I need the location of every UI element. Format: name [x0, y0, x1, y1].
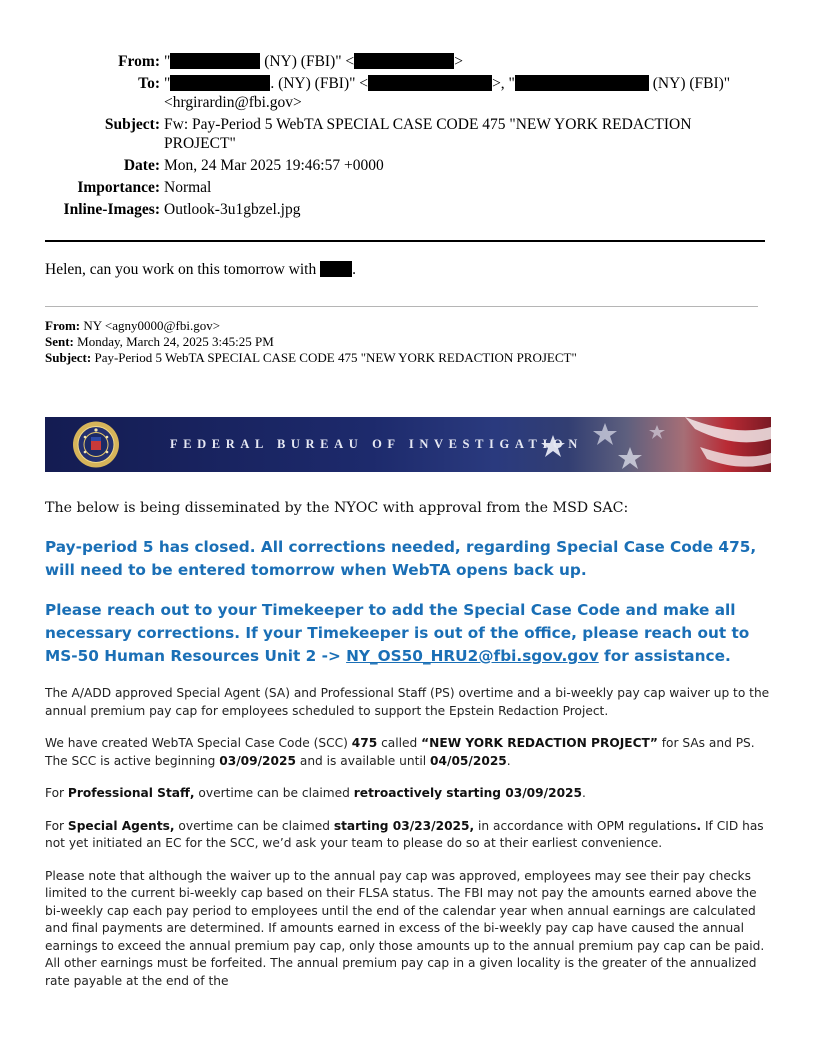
highlight-paragraph-1: Pay-period 5 has closed. All corrections needed, regarding Special Case Code 475, will need to be entered tomorrow when WebTA opens back up.: [45, 538, 757, 579]
date-value: Mon, 24 Mar 2025 19:46:57 +0000: [164, 157, 384, 174]
redaction-block: [170, 75, 270, 91]
redaction-block: [170, 53, 260, 69]
to-row: [0, 74, 816, 112]
fwd-subject-row: Subject: Pay-Period 5 WebTA SPECIAL CASE CODE 475 "NEW YORK REDACTION PROJECT": [45, 350, 577, 365]
from-label: From:: [118, 53, 160, 70]
inline-images-label: Inline-Images:: [63, 201, 160, 218]
inline-images-row: [0, 200, 816, 219]
forward-divider: [45, 306, 758, 307]
from-row: [0, 52, 816, 71]
importance-label: Importance:: [77, 179, 160, 196]
fwd-sent-row: Sent: Monday, March 24, 2025 3:45:25 PM: [45, 334, 274, 349]
message-body: [45, 500, 773, 1005]
paragraph-scc: We have created WebTA Special Case Code (SCC) 475 called “NEW YORK REDACTION PROJECT” for SAs and PS. The SCC is active beginning 03/09/2025 and is available until 04/05/2025.: [45, 736, 755, 768]
date-row: [0, 156, 816, 175]
subject-value: Fw: Pay-Period 5 WebTA SPECIAL CASE CODE 475 "NEW YORK REDACTION PROJECT": [164, 116, 692, 152]
paragraph-pay-cap: Please note that although the waiver up to the annual pay cap was approved, employees may see their pay checks limited to the current bi-weekly cap based on their FLSA status. The FBI may not pay the amounts earned above the bi-weekly cap each pay period to employees until the end of the calendar year when annual earnings are calculated and final payments are determined. If amounts earned in excess of the bi-weekly pay cap have caused the annual earnings to exceed the annual premium pay cap, only those amounts up to the annual premium pay cap can be paid. All other earnings must be forfeited. The annual premium pay cap in a given locality is the greater of the annualized rate payable at the end of the: [45, 868, 765, 988]
date-label: Date:: [123, 157, 160, 174]
intro-text: The below is being disseminated by the NYOC with approval from the MSD SAC:: [45, 500, 629, 516]
banner-title: FEDERAL BUREAU OF INVESTIGATION: [170, 437, 583, 451]
redaction-block: [515, 75, 649, 91]
paragraph-approval: The A/ADD approved Special Agent (SA) and Professional Staff (PS) overtime and a bi-weekly pay cap waiver up to the annual premium pay cap for employees scheduled to support the Epstein Redaction Project.: [45, 686, 770, 718]
subject-label: Subject:: [104, 116, 160, 133]
importance-value: Normal: [164, 179, 212, 196]
fbi-seal-icon: [73, 422, 119, 468]
hru2-email-link[interactable]: NY_OS50_HRU2@fbi.sgov.gov: [346, 647, 599, 665]
forward-note: Helen, can you work on this tomorrow with .: [45, 261, 356, 278]
redaction-block: [320, 261, 352, 277]
subject-row: [0, 115, 816, 153]
inline-images-value: Outlook-3u1gbzel.jpg: [164, 201, 301, 218]
redaction-block: [354, 53, 454, 69]
to-label: To:: [138, 75, 160, 92]
redaction-block: [368, 75, 492, 91]
header-divider: [45, 240, 765, 242]
to-email: <hrgirardin@fbi.gov>: [164, 94, 302, 111]
to-value: " . (NY) (FBI)" < >, " (NY) (FBI)" <hrgirardin@fbi.gov>: [164, 75, 731, 111]
email-header: [0, 52, 816, 222]
importance-row: [0, 178, 816, 197]
from-value: " (NY) (FBI)" < >: [164, 53, 463, 70]
flag-stripes-decoration: [685, 417, 771, 467]
paragraph-special-agents: For Special Agents, overtime can be claimed starting 03/23/2025, in accordance with OPM regulations. If CID has not yet initiated an EC for the SCC, we’d ask your team to please do so at their earliest convenience.: [45, 818, 764, 850]
forwarded-header: [45, 318, 577, 366]
paragraph-professional-staff: For Professional Staff, overtime can be claimed retroactively starting 03/09/2025.: [45, 786, 586, 800]
highlight-paragraph-2: Please reach out to your Timekeeper to add the Special Case Code and make all necessary corrections. If your Timekeeper is out of the office, please reach out to MS-50 Human Resources Unit 2 -> NY_OS50_HRU2@fbi.sgov.gov for assistance.: [45, 601, 750, 665]
fwd-from-row: From: NY <agny0000@fbi.gov>: [45, 318, 221, 333]
fbi-banner: [45, 417, 771, 472]
